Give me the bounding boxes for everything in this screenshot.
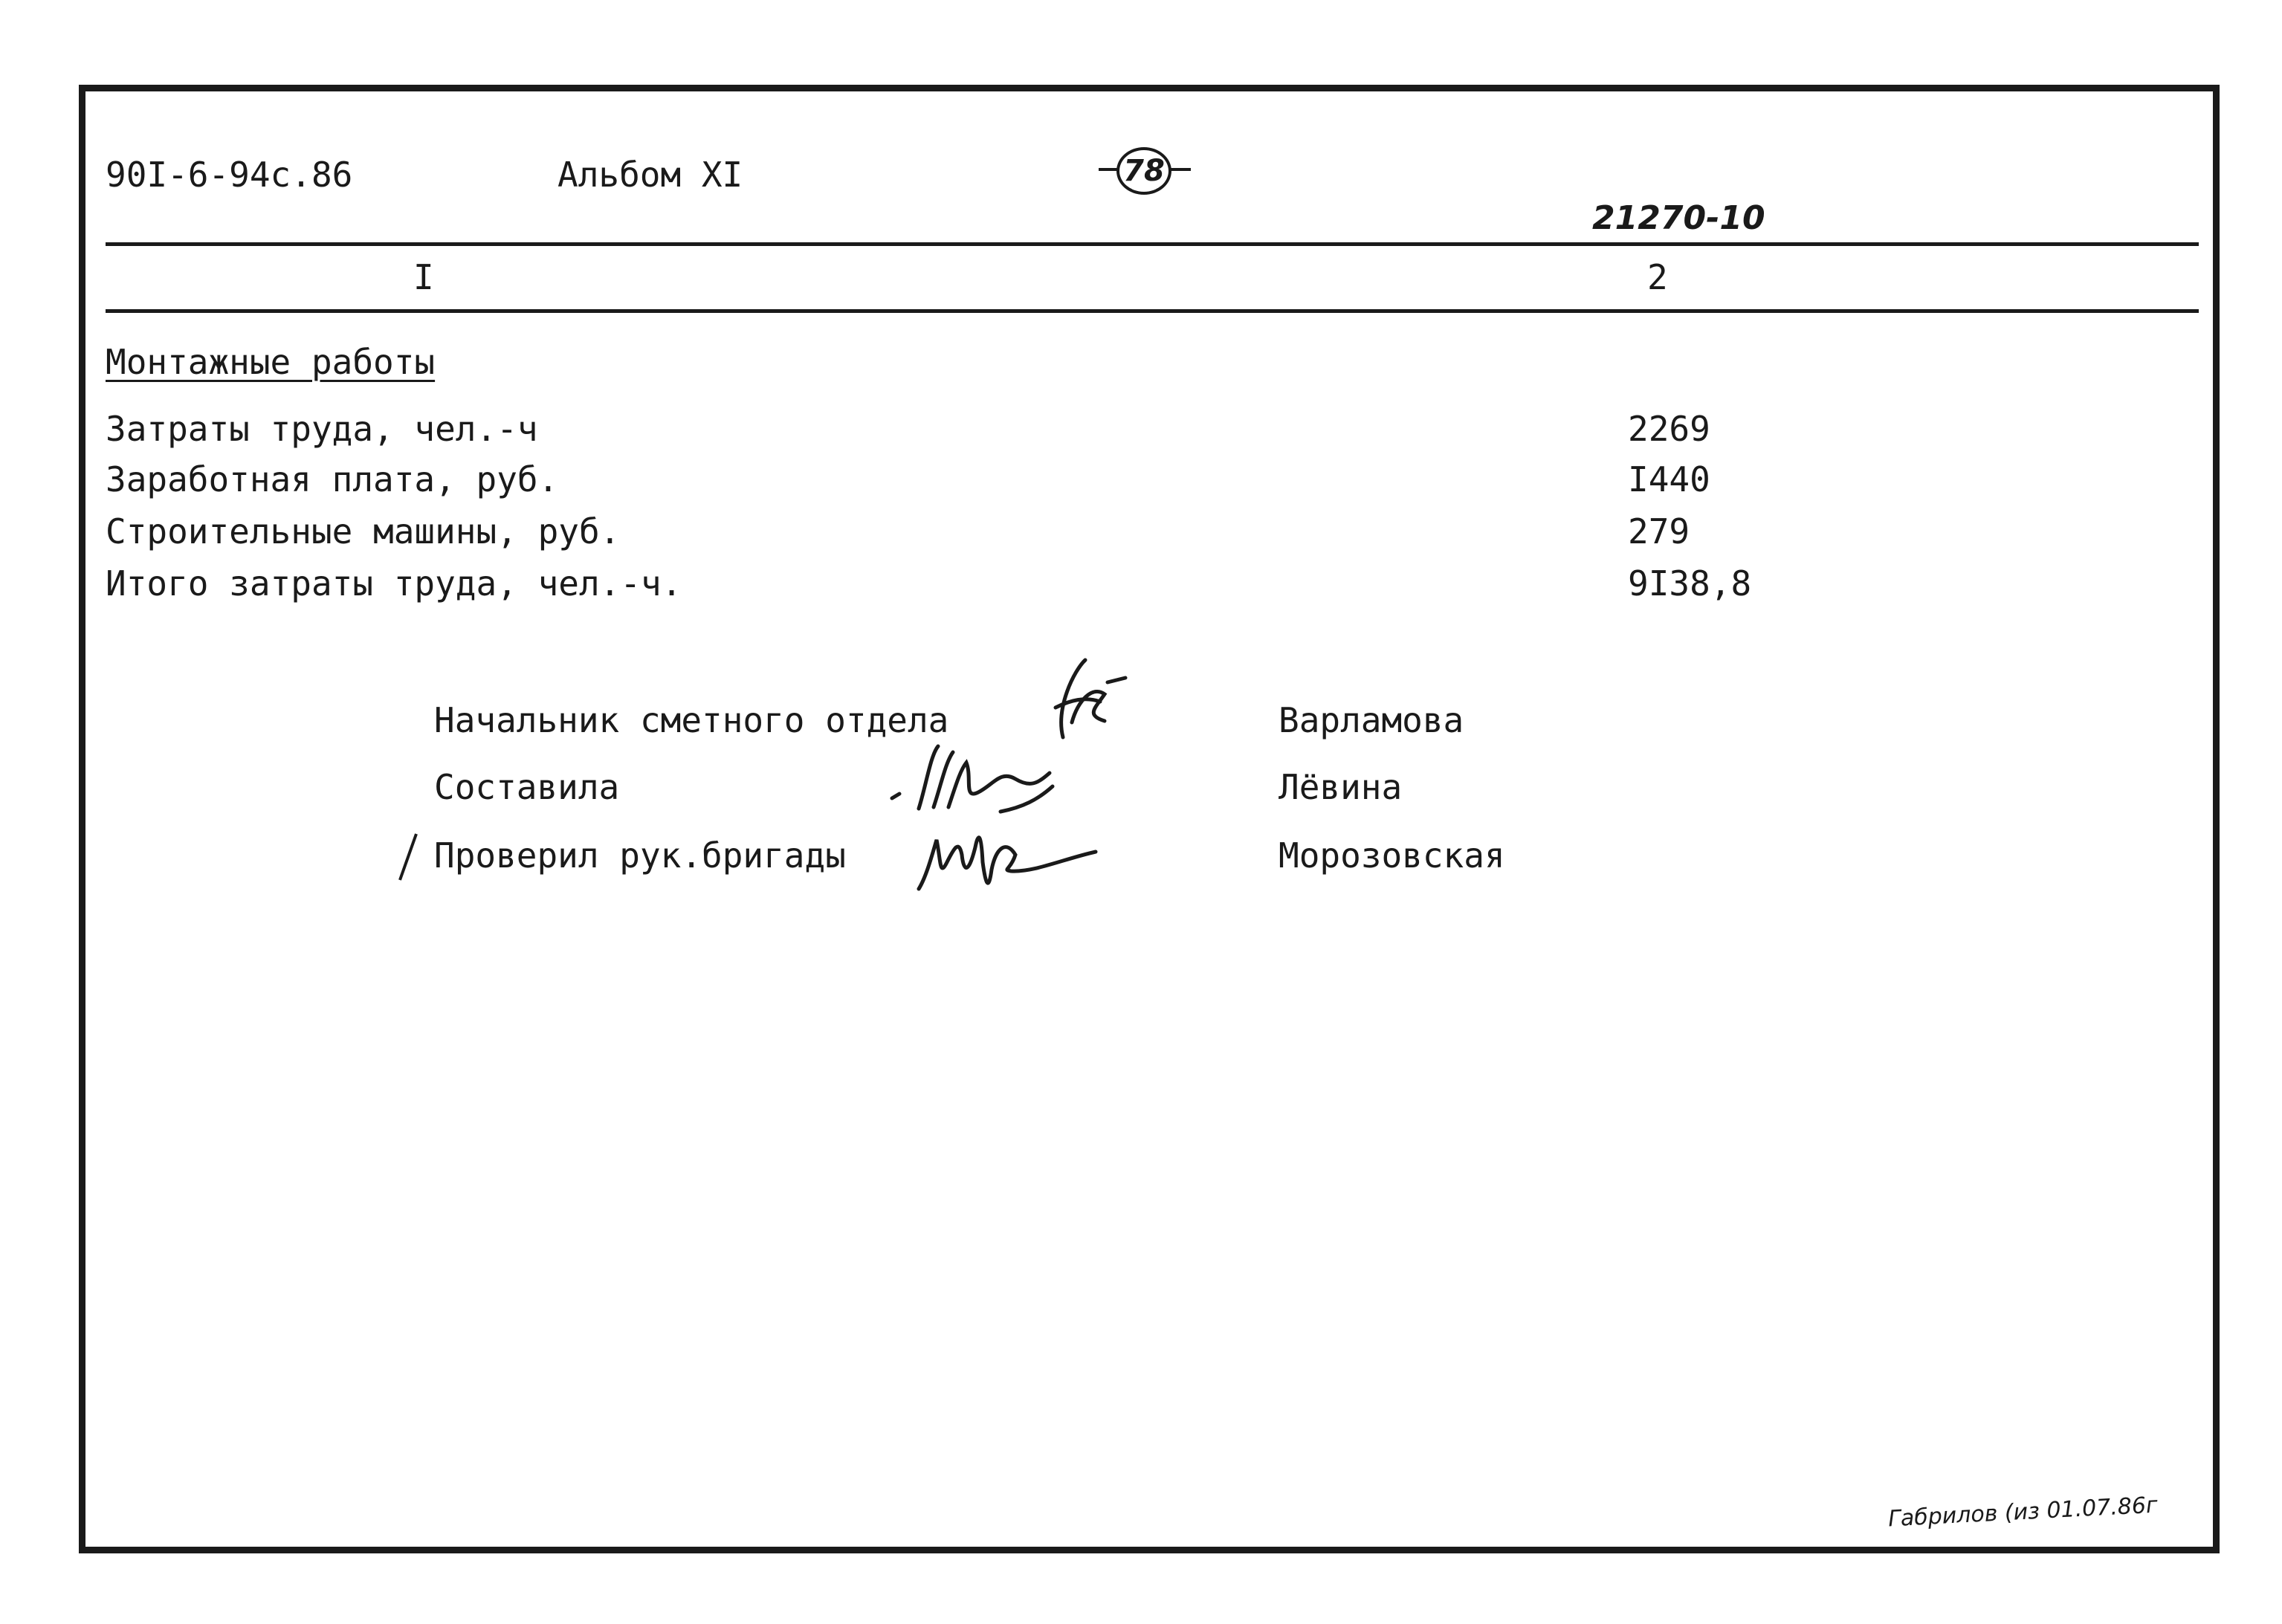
signature-3-handwriting xyxy=(914,818,1100,899)
sheet-number: 78 xyxy=(1116,147,1171,195)
sheet-number-dash-right xyxy=(1170,168,1191,171)
check-slash-mark xyxy=(397,831,419,883)
section-title: Монтажные работы xyxy=(106,342,436,382)
column-2-number: 2 xyxy=(1647,257,1668,297)
signature-role: Начальник сметного отдела xyxy=(434,700,949,740)
footer-handwritten-note: Габрилов (из 01.07.86г xyxy=(1887,1492,2159,1533)
header-rule xyxy=(106,242,2199,246)
row-label: Заработная плата, руб. xyxy=(106,459,559,499)
signature-name: Морозовская xyxy=(1279,835,1505,876)
signature-1-handwriting xyxy=(1033,656,1130,745)
page-frame xyxy=(79,85,2220,1553)
album-label: Альбом XI xyxy=(557,155,743,195)
inventory-number: 21270-10 xyxy=(1592,199,1765,237)
row-value: I440 xyxy=(1628,459,1710,499)
signature-role: Проверил рук.бригады xyxy=(434,835,846,876)
row-value: 2269 xyxy=(1628,409,1710,449)
signature-name: Варламова xyxy=(1279,700,1464,740)
column-header-rule xyxy=(106,309,2199,313)
row-value: 279 xyxy=(1628,511,1690,551)
row-label: Затраты труда, чел.-ч xyxy=(106,409,538,449)
row-label: Итого затраты труда, чел.-ч. xyxy=(106,563,682,604)
column-1-number: I xyxy=(413,257,434,297)
doc-code: 90I-6-94с.86 xyxy=(106,155,353,195)
row-label: Строительные машины, руб. xyxy=(106,511,621,551)
signature-2-handwriting xyxy=(889,740,1060,822)
row-value: 9I38,8 xyxy=(1628,563,1752,604)
signature-role: Составила xyxy=(434,767,620,807)
signature-name: Лёвина xyxy=(1279,767,1403,807)
